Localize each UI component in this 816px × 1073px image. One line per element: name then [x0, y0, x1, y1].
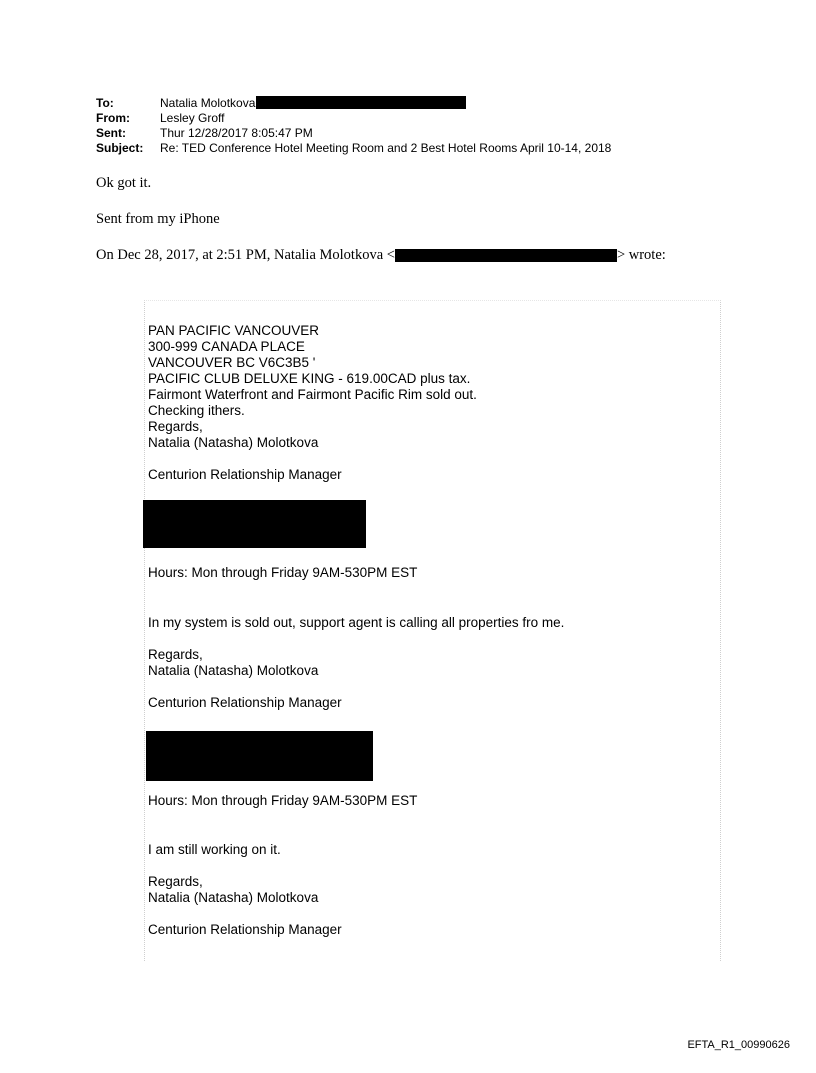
hours: Hours: Mon through Friday 9AM-530PM EST — [148, 793, 418, 808]
redaction-bar — [395, 249, 617, 262]
to-row — [96, 96, 611, 111]
from-label: From: — [96, 111, 130, 125]
document-id: EFTA_R1_00990626 — [687, 1039, 790, 1051]
redaction-bar — [256, 96, 466, 109]
redaction-block — [143, 500, 366, 548]
redaction-block — [146, 731, 373, 781]
regards: Regards, — [148, 874, 203, 889]
checking-note: Checking ithers. — [148, 403, 245, 418]
sender-title: Centurion Relationship Manager — [148, 695, 342, 710]
quote-intro — [96, 247, 666, 264]
to-label: To: — [96, 96, 114, 110]
from-value: Lesley Groff — [160, 111, 225, 125]
hours: Hours: Mon through Friday 9AM-530PM EST — [148, 565, 418, 580]
quoted-message — [144, 300, 721, 961]
sent-row — [96, 126, 611, 141]
sent-label: Sent: — [96, 126, 126, 140]
subject-label: Subject: — [96, 141, 144, 155]
sold-out-note: Fairmont Waterfront and Fairmont Pacific Rim sold out. — [148, 387, 477, 402]
reply-line: Ok got it. — [96, 175, 152, 191]
subject-row — [96, 141, 611, 156]
signature-line: Sent from my iPhone — [96, 211, 220, 227]
sender-title: Centurion Relationship Manager — [148, 922, 342, 937]
room-rate: PACIFIC CLUB DELUXE KING - 619.00CAD plus tax. — [148, 371, 471, 386]
sent-value: Thur 12/28/2017 8:05:47 PM — [160, 126, 313, 140]
quote-intro-start: On Dec 28, 2017, at 2:51 PM, Natalia Molotkova < — [96, 247, 395, 263]
hotel-address-line2: VANCOUVER BC V6C3B5 ' — [148, 355, 316, 370]
email-header — [96, 96, 611, 156]
regards: Regards, — [148, 647, 203, 662]
message-sold-out: In my system is sold out, support agent is calling all properties fro me. — [148, 615, 565, 630]
from-row — [96, 111, 611, 126]
regards: Regards, — [148, 419, 203, 434]
sender-name: Natalia (Natasha) Molotkova — [148, 663, 319, 678]
hotel-address-line1: 300-999 CANADA PLACE — [148, 339, 305, 354]
sender-name: Natalia (Natasha) Molotkova — [148, 435, 319, 450]
message-working: I am still working on it. — [148, 842, 281, 857]
sender-name: Natalia (Natasha) Molotkova — [148, 890, 319, 905]
hotel-name: PAN PACIFIC VANCOUVER — [148, 323, 320, 338]
to-value: Natalia Molotkova — [160, 96, 256, 110]
quote-intro-end: > wrote: — [616, 247, 666, 263]
sender-title: Centurion Relationship Manager — [148, 467, 342, 482]
subject-value: Re: TED Conference Hotel Meeting Room and 2 Best Hotel Rooms April 10-14, 2018 — [160, 141, 612, 155]
